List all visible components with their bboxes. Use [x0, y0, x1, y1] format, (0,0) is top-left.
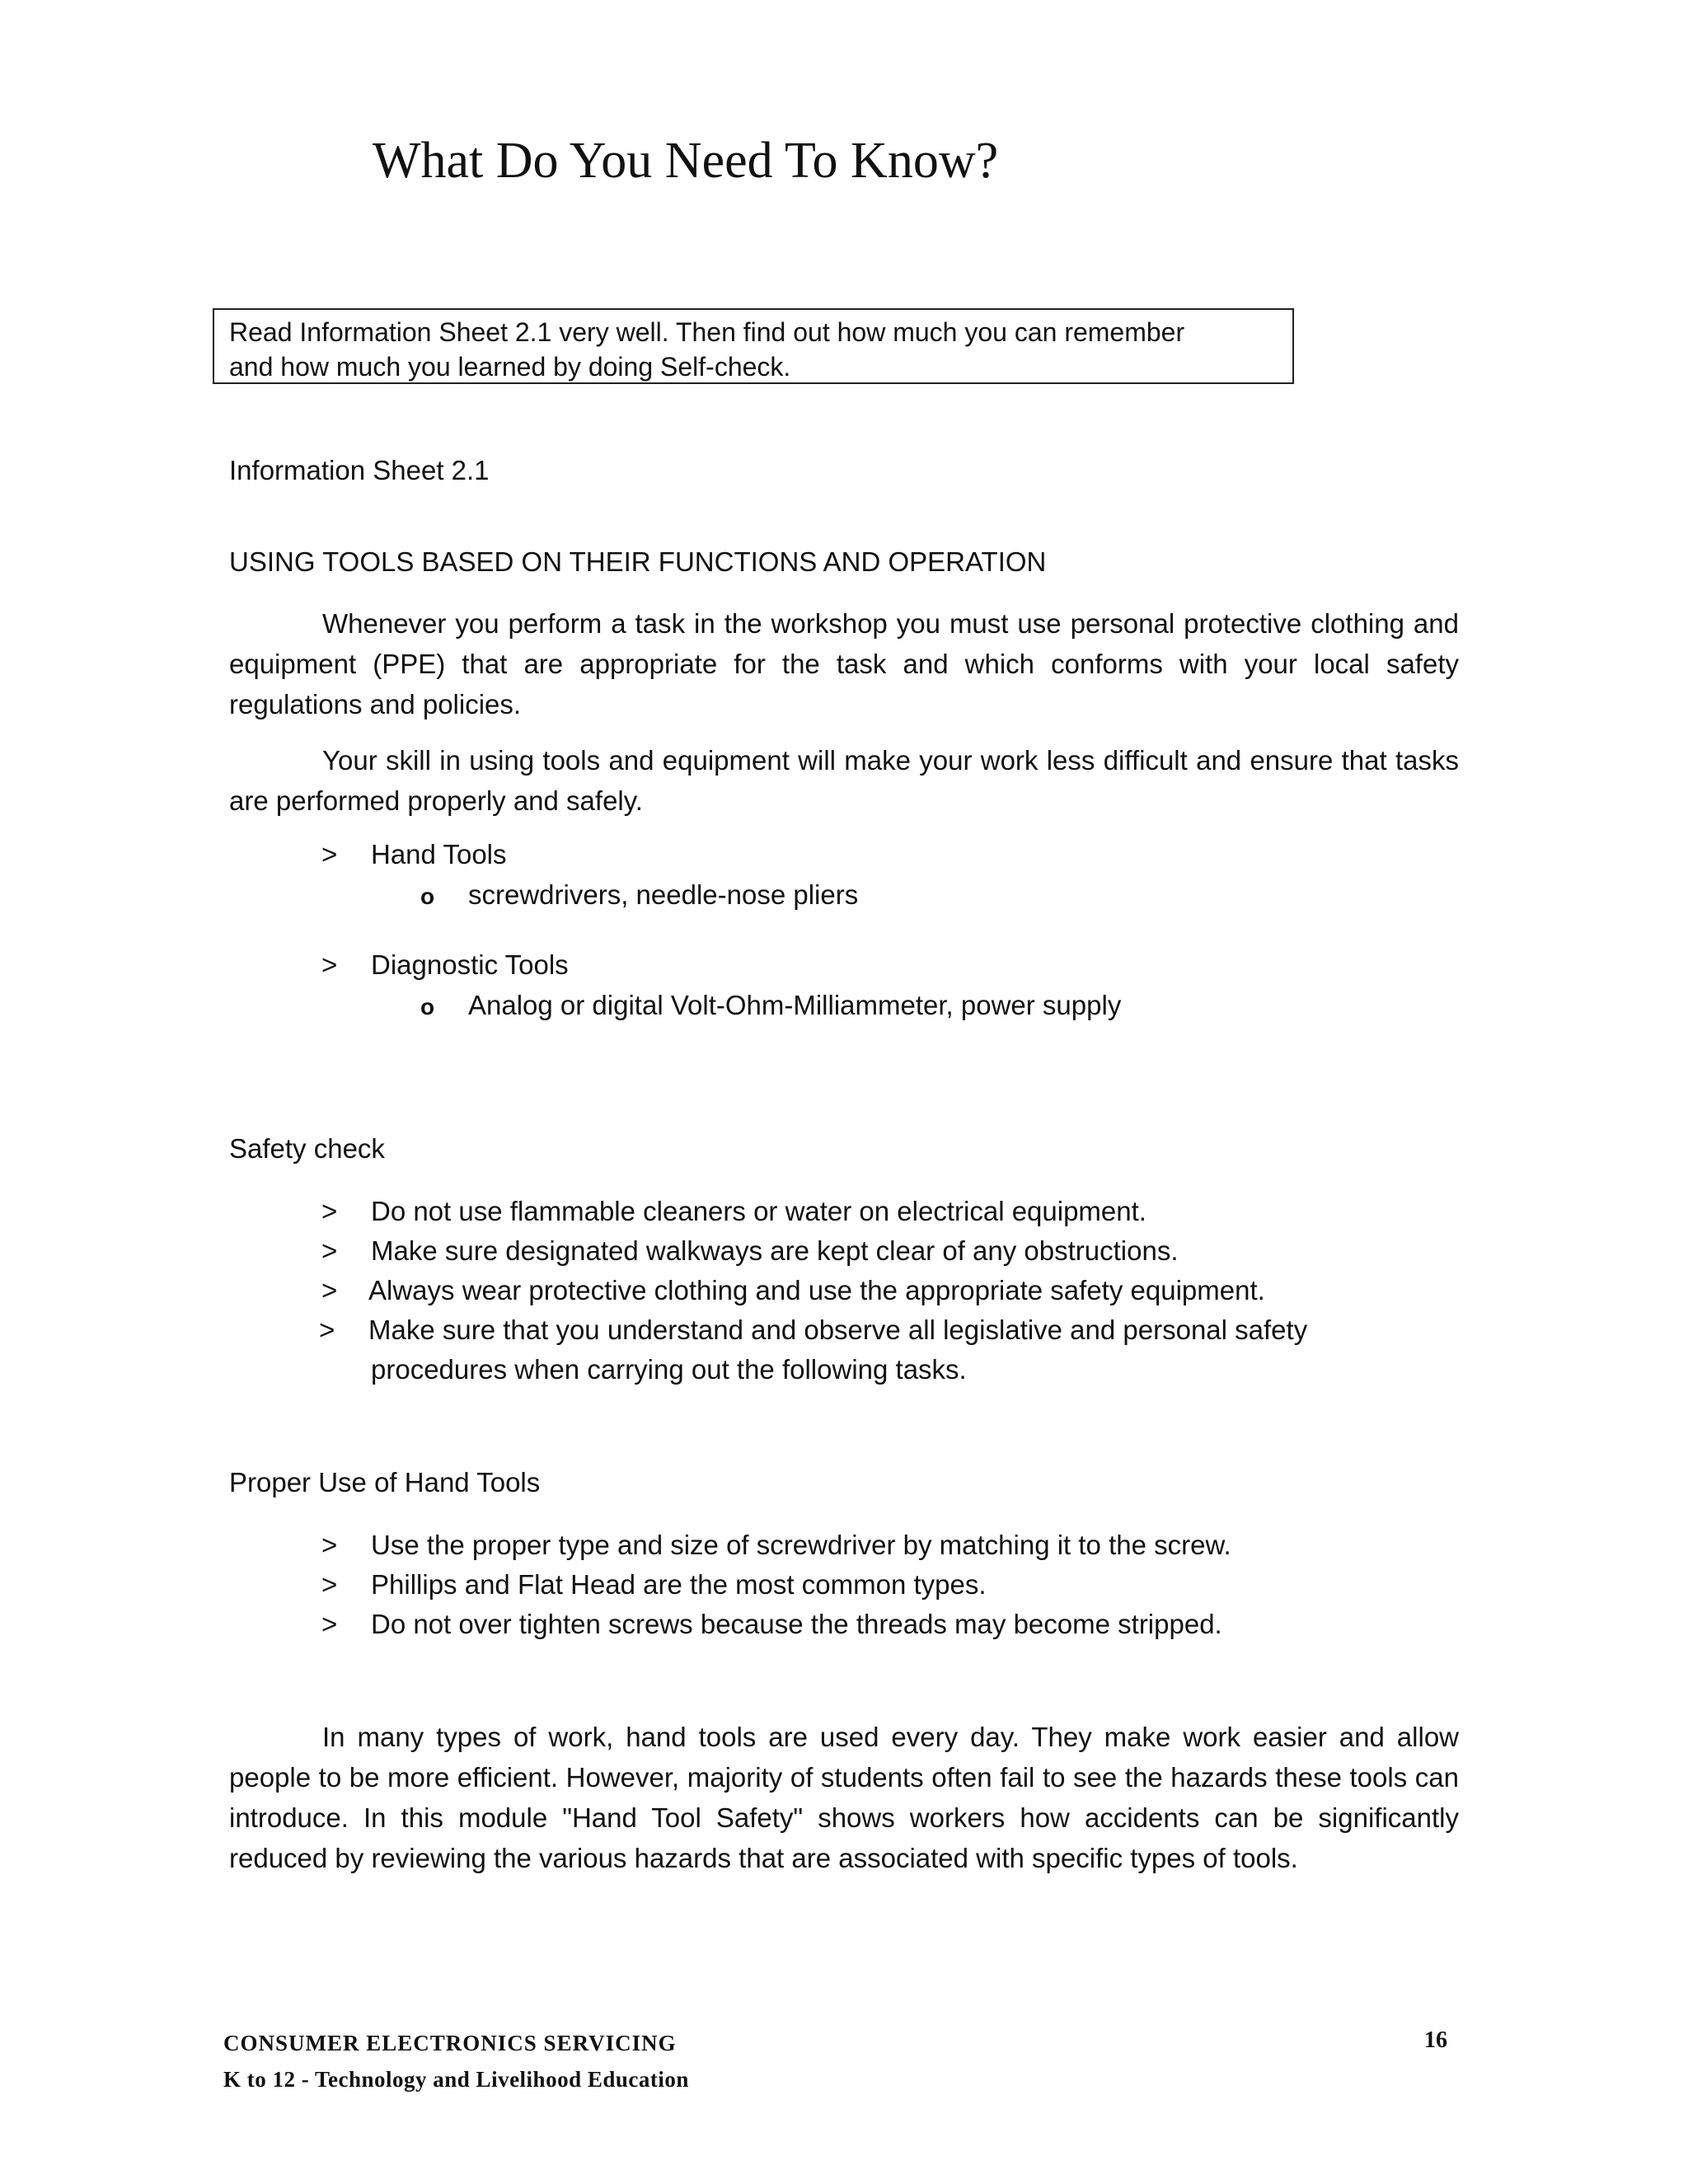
bullet-marker: >	[321, 1609, 338, 1639]
sub-bullet-marker: o	[420, 883, 435, 909]
tool-category-hand-tools: Hand Tools	[371, 839, 507, 869]
page-number: 16	[1424, 2027, 1447, 2053]
hand-tool-item-1: Use the proper type and size of screwdriver by matching it to the screw.	[371, 1530, 1231, 1560]
paragraph-skill: Your skill in using tools and equipment will make your work less difficult and ensure that tasks are performed properly and safely.	[229, 745, 1459, 816]
bullet-marker: >	[321, 1196, 338, 1226]
bullet-marker: >	[321, 1569, 338, 1600]
safety-item-4: Make sure that you understand and observe all legislative and personal safety	[368, 1315, 1308, 1345]
safety-item-4-continuation: procedures when carrying out the following tasks.	[371, 1354, 967, 1385]
hand-tool-item-2: Phillips and Flat Head are the most common types.	[371, 1569, 987, 1600]
bullet-marker: >	[321, 839, 338, 869]
section-heading: USING TOOLS BASED ON THEIR FUNCTIONS AND OPERATION	[229, 546, 1047, 577]
sheet-label: Information Sheet 2.1	[229, 455, 490, 485]
bullet-marker: >	[319, 1315, 335, 1345]
safety-check-heading: Safety check	[229, 1133, 385, 1164]
diagnostic-tools-example: Analog or digital Volt-Ohm-Milliammeter, power supply	[468, 990, 1122, 1020]
instruction-box	[213, 308, 1294, 384]
bullet-marker: >	[321, 1235, 338, 1266]
footer-subject: CONSUMER ELECTRONICS SERVICING	[223, 2031, 677, 2055]
bullet-marker: >	[321, 949, 338, 980]
instruction-line-2: and how much you learned by doing Self-check.	[229, 352, 791, 382]
paragraph-hand-tool-safety: In many types of work, hand tools are used every day. They make work easier and allow people to be more efficient. However, majority of students often fail to see the hazards these tools can introduce. In this module "Hand Tool Safety" shows workers how accidents can be significantly reduced by reviewing the various hazards that are associated with specific types of tools.	[229, 1722, 1459, 1873]
hand-tools-example: screwdrivers, needle-nose pliers	[468, 879, 859, 910]
safety-item-1: Do not use flammable cleaners or water on electrical equipment.	[371, 1196, 1146, 1226]
bullet-marker: >	[321, 1530, 338, 1560]
paragraph-ppe: Whenever you perform a task in the workshop you must use personal protective clothing and equipment (PPE) that are appropriate for the task and which conforms with your local safety regulations and policies.	[229, 608, 1459, 719]
page-title: What Do You Need To Know?	[373, 133, 999, 189]
safety-item-2: Make sure designated walkways are kept clear of any obstructions.	[371, 1235, 1179, 1266]
hand-tool-item-3: Do not over tighten screws because the threads may become stripped.	[371, 1609, 1222, 1639]
instruction-line-1: Read Information Sheet 2.1 very well. Then find out how much you can remember	[229, 317, 1185, 347]
bullet-marker: >	[321, 1275, 338, 1305]
sub-bullet-marker: o	[420, 994, 435, 1019]
footer-program: K to 12 - Technology and Livelihood Education	[223, 2067, 689, 2092]
tool-category-diagnostic-tools: Diagnostic Tools	[371, 949, 569, 980]
safety-item-3: Always wear protective clothing and use the appropriate safety equipment.	[368, 1275, 1265, 1305]
hand-tools-use-heading: Proper Use of Hand Tools	[229, 1467, 541, 1497]
